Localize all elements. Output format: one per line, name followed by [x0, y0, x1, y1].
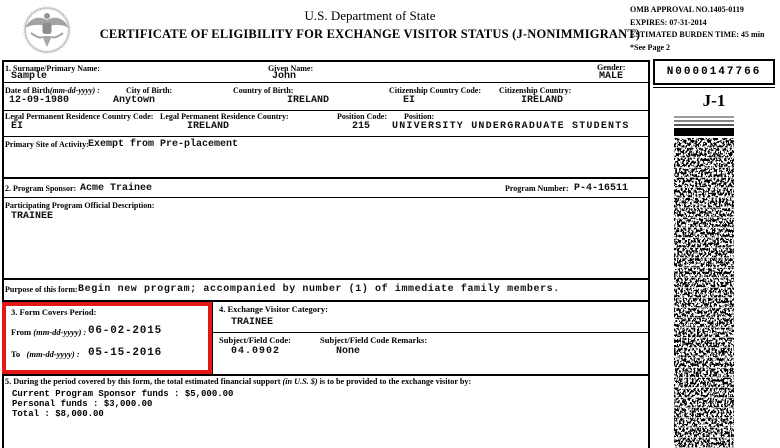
period-from-label: From (mm-dd-yyyy) :	[11, 327, 87, 337]
form-left-border	[2, 60, 4, 448]
visa-category-code: J-1	[702, 91, 726, 110]
form-title: CERTIFICATE OF ELIGIBILITY FOR EXCHANGE VISITOR STATUS (J-NONIMMIGRANT)	[99, 27, 641, 41]
visitor-category-value: TRAINEE	[231, 317, 274, 328]
purpose-label: Purpose of this form:	[5, 285, 78, 294]
row-divider	[2, 110, 648, 111]
lpr-code-value: EI	[11, 121, 24, 132]
surname-label: 1. Surname/Primary Name:	[5, 64, 100, 73]
given-name-label: Given Name:	[268, 64, 314, 73]
pdf417-barcode-icon	[674, 138, 734, 448]
barcode-row-separators	[674, 138, 734, 448]
sevis-box-double-line	[653, 87, 775, 88]
position-value: UNIVERSITY UNDERGRADUATE STUDENTS	[392, 121, 630, 132]
position-code-value: 215	[352, 121, 371, 132]
primary-site-value: Exempt from Pre-placement	[88, 139, 239, 150]
omb-burden-time: ESTIMATED BURDEN TIME: 45 min	[630, 30, 765, 39]
financial-line-sponsor: Current Program Sponsor funds : $5,000.00	[12, 389, 234, 399]
subject-field-code-label: Subject/Field Code:	[219, 335, 292, 345]
country-of-birth-value: IRELAND	[287, 95, 330, 106]
section4-inner-divider	[212, 332, 648, 333]
subject-code-remarks-label: Subject/Field Code Remarks:	[320, 335, 428, 345]
form-top-border	[2, 60, 650, 62]
barcode-start-bar	[674, 120, 734, 122]
program-number-value: P-4-16511	[574, 183, 629, 194]
gender-label: Gender:	[597, 63, 626, 72]
period-to-value: 05-15-2016	[88, 347, 163, 359]
city-of-birth-label: City of Birth:	[126, 86, 173, 95]
row-divider	[2, 136, 648, 137]
omb-see-page: *See Page 2	[630, 42, 670, 52]
section-divider	[2, 374, 648, 376]
country-of-birth-label: Country of Birth:	[233, 86, 294, 95]
barcode-start-bar	[674, 116, 734, 118]
primary-site-label: Primary Site of Activity:	[5, 140, 89, 149]
financial-support-label: 5. During the period covered by this form, the total estimated financial support (in U.S. $) is to be provided to the exchange visitor by:	[5, 377, 472, 386]
section-divider	[2, 278, 648, 280]
agency-title: U.S. Department of State	[304, 8, 436, 23]
sevis-id-box: N0000147766	[653, 59, 775, 85]
period-to-label: To (mm-dd-yyyy) :	[11, 349, 80, 359]
omb-approval-no: OMB APPROVAL NO.1405-0119	[630, 5, 744, 14]
visitor-category-label: 4. Exchange Visitor Category:	[219, 304, 328, 314]
program-description-label: Participating Program Official Description:	[5, 201, 155, 210]
citizenship-code-label: Citizenship Country Code:	[389, 86, 482, 95]
omb-approval-block	[630, 4, 764, 54]
barcode-start-bar	[674, 128, 734, 136]
row-divider	[2, 197, 648, 198]
lpr-code-label: Legal Permanent Residence Country Code:	[5, 112, 154, 121]
surname-value: Sample	[11, 71, 48, 82]
form-right-border	[648, 60, 650, 448]
form-covers-period-highlight	[2, 302, 212, 374]
period-from-value: 06-02-2015	[88, 325, 163, 337]
financial-line-total: Total : $8,000.00	[12, 409, 104, 419]
dob-value: 12-09-1980	[9, 95, 70, 106]
city-of-birth-value: Anytown	[113, 95, 156, 106]
subject-field-code-value: 04.0902	[231, 346, 281, 357]
citizenship-code-value: EI	[403, 95, 416, 106]
section-divider	[2, 177, 648, 179]
subject-code-remarks-value: None	[336, 346, 361, 357]
lpr-country-label: Legal Permanent Residence Country:	[160, 112, 289, 121]
program-sponsor-value: Acme Trainee	[80, 183, 153, 194]
financial-line-personal: Personal funds : $3,000.00	[12, 399, 153, 409]
citizenship-country-label: Citizenship Country:	[499, 86, 572, 95]
program-description-value: TRAINEE	[11, 211, 54, 222]
form-covers-period-label: 3. Form Covers Period:	[11, 307, 97, 317]
position-code-label: Position Code:	[337, 112, 387, 121]
purpose-value: Begin new program; accompanied by number (1) of immediate family members.	[78, 284, 560, 295]
position-label: Position:	[404, 112, 435, 121]
program-number-label: Program Number:	[505, 184, 569, 193]
program-sponsor-label: 2. Program Sponsor:	[5, 184, 77, 193]
gender-value: MALE	[599, 71, 624, 82]
row-divider	[2, 82, 648, 83]
omb-expires: EXPIRES: 07-31-2014	[630, 17, 707, 27]
section3-4-divider	[212, 300, 213, 374]
given-name-value: John	[272, 71, 297, 82]
citizenship-country-value: IRELAND	[521, 95, 564, 106]
lpr-country-value: IRELAND	[187, 121, 230, 132]
dob-label: Date of Birth(mm-dd-yyyy) :	[5, 86, 100, 95]
barcode-start-bar	[674, 124, 734, 126]
